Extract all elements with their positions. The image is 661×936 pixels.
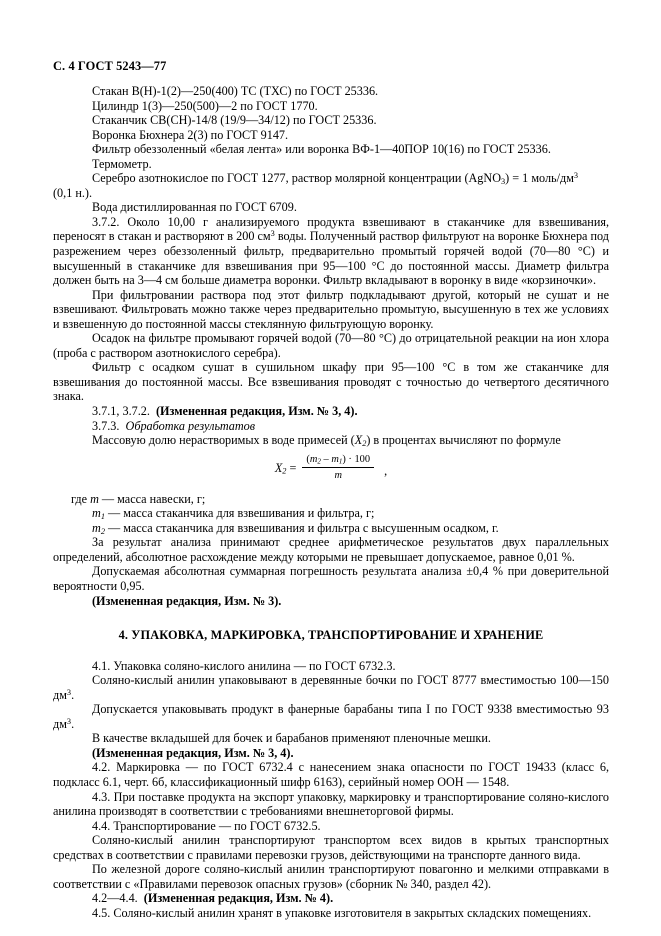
p372-text-pre: 3.7.2. Около 10,00 г анализируемого продукта взвешивают в стаканчике для взвешивания, переносят в стакан и растворяют в 200 см — [53, 214, 609, 244]
revision-note-3: (Измененная редакция, Изм. № 3). — [92, 593, 282, 608]
formula-intro-post: ) в процентах вычисляют по формуле — [366, 433, 561, 448]
numerator-minus: – — [323, 453, 329, 465]
legend-var-m: m — [90, 491, 99, 506]
silver-subscript: 3 — [501, 177, 506, 187]
revision-label-4: (Измененная редакция, Изм. № 4). — [143, 891, 334, 906]
formula-intro-pre: Массовую долю нерастворимых в воде примесей ( — [92, 433, 355, 448]
paragraph-result-average: За результат анализа принимают среднее арифметическое результатов двух параллельных определений, абсолютное расхождение между которыми не превышает допускаемое, равное 0,01 %. — [53, 535, 609, 564]
legend-line-m1 — [53, 506, 609, 521]
paragraph-4-4-transport: Соляно-кислый анилин транспортируют транспортом всех видов в крытых транспортных средствах в соответствии с правилами перевозки грузов, действующими на транспорте данного вида. — [53, 833, 609, 862]
p41b-post: . — [71, 716, 75, 731]
formula-intro-variable-sub: 2 — [362, 438, 367, 448]
revision-clause-numbers: 3.7.1, 3.7.2. — [92, 404, 150, 419]
formula-expression — [275, 455, 387, 483]
reagent-line-4: Воронка Бюхнера 2(3) по ГОСТ 9147. — [92, 127, 289, 142]
paragraph-4-1-barrels — [53, 673, 609, 702]
p41a-post: . — [71, 687, 75, 702]
legend-var-m1: m — [92, 506, 101, 521]
reagent-silver-normality: (0,1 н.). — [53, 185, 93, 200]
formula-numerator — [302, 454, 374, 468]
numerator-m2: m — [309, 453, 318, 465]
revision-note-371-372 — [53, 404, 609, 419]
paragraph-4-3: 4.3. При поставке продукта на экспорт упаковку, маркировку и транспортирование соляно-кислого анилина производят в соответствии с требованиями внешнеторговой фирмы. — [53, 789, 609, 819]
formula-intro — [53, 433, 609, 448]
document-body — [53, 84, 609, 920]
formula-equals: = — [289, 460, 297, 475]
legend-line-m2 — [53, 521, 609, 536]
p41b-superscript: 3 — [66, 716, 72, 726]
clause-number-373: 3.7.3. — [92, 418, 120, 433]
revision-label: (Измененная редакция, Изм. № 3, 4). — [155, 404, 358, 419]
numerator-m1-sub: 1 — [338, 457, 343, 466]
numerator-open-paren: ( — [306, 453, 310, 465]
reagent-silver-nitrate — [53, 171, 609, 186]
paragraph-4-4-rail: По железной дороге соляно-кислый анилин транспортируют повагонно и мелкими отправками в соответствии с «Правилами перевозок опасных грузов» (сборник № 340, раздел 42). — [53, 862, 609, 891]
formula-x2 — [53, 455, 609, 483]
paragraph-3-7-2 — [53, 215, 609, 288]
numerator-m2-sub: 2 — [317, 457, 321, 466]
reagent-line-3: Стаканчик СВ(СН)-14/8 (19/9—34/12) по ГОСТ 25336. — [92, 113, 377, 128]
reagent-line-1: Стакан В(Н)-1(2)—250(400) ТС (ТХС) по ГОСТ 25336. — [92, 84, 379, 98]
legend-text-m1: — масса стаканчика для взвешивания и фильтра, г; — [104, 506, 375, 521]
formula-fraction — [302, 454, 374, 482]
paragraph-4-1-drums — [53, 702, 609, 731]
formula-denominator: m — [334, 469, 342, 481]
paragraph-4-2: 4.2. Маркировка — по ГОСТ 6732.4 с нанесением знака опасности по ГОСТ 19433 (класс 6, подкласс 6.1, черт. 6б, классификационный шифр 6163), серийный номер ООН — 1548. — [53, 760, 609, 789]
formula-lhs: X — [274, 460, 283, 475]
reagent-line-6: Термометр. — [92, 156, 152, 171]
legend-prefix-gde: где — [71, 491, 91, 506]
silver-text-1: Серебро азотнокислое по ГОСТ 1277, раствор молярной концентрации (AgNO — [92, 171, 502, 186]
revision-clause-numbers-42-44: 4.2—4.4. — [92, 891, 138, 906]
formula-trailing-comma: , — [384, 463, 388, 478]
section-4-heading: 4. УПАКОВКА, МАРКИРОВКА, ТРАНСПОРТИРОВАНИЕ И ХРАНЕНИЕ — [118, 628, 544, 643]
reagent-line-2: Цилиндр 1(3)—250(500)—2 по ГОСТ 1770. — [92, 98, 318, 113]
formula-lhs-sub: 2 — [282, 466, 287, 476]
paragraph-drying: Фильтр с осадком сушат в сушильном шкафу при 95—100 °С в том же стаканчике для взвешивания до постоянной массы. Все взвешивания проводят с точностью до четвертого десятичного знака. — [53, 360, 609, 404]
p41a-superscript: 3 — [66, 687, 72, 697]
clause-title-373: Обработка результатов — [125, 418, 256, 433]
silver-text-2: ) = 1 моль/дм — [505, 171, 574, 186]
paragraph-allowed-error: Допускаемая абсолютная суммарная погрешность результата анализа ±0,4 % при доверительной вероятности 0,95. — [53, 564, 609, 593]
section-spacer-bottom — [53, 643, 609, 659]
page-header: С. 4 ГОСТ 5243—77 — [53, 59, 167, 73]
p41a-pre: Соляно-кислый анилин упаковывают в деревянные бочки по ГОСТ 8777 вместимостью 100—150 дм — [53, 673, 609, 702]
reagent-water: Вода дистиллированная по ГОСТ 6709. — [92, 200, 297, 215]
legend-var-m1-sub: 1 — [100, 512, 105, 522]
numerator-m1: m — [331, 453, 339, 465]
paragraph-4-4: 4.4. Транспортирование — по ГОСТ 6732.5. — [92, 818, 321, 833]
legend-var-m2: m — [92, 520, 101, 535]
paragraph-4-1-liners: В качестве вкладышей для бочек и барабанов применяют пленочные мешки. — [92, 731, 491, 746]
legend-var-m2-sub: 2 — [100, 526, 105, 536]
paragraph-filter-second: При фильтровании раствора под этот фильтр подкладывают другой, который не сушат и не взвешивают. Фильтровать можно также через предварительно промытую, высушенную в тех же условиях и взвешенную до постоянной массы стеклянную фильтрующую воронку. — [53, 287, 609, 331]
legend-line-m — [53, 492, 609, 507]
paragraph-3-7-3-heading — [53, 419, 609, 434]
section-spacer-top — [53, 608, 609, 628]
paragraph-4-5: 4.5. Соляно-кислый анилин хранят в упаковке изготовителя в закрытых складских помещениях. — [92, 905, 592, 920]
numerator-close: ) · 100 — [342, 453, 371, 465]
revision-note-3-4: (Измененная редакция, Изм. № 3, 4). — [92, 745, 294, 760]
p372-text-post: воды. Полученный раствор фильтруют на воронке Бюхнера под разрежением через обеззоленный фильтр, предварительно промытый горячей водой (70—80 °С) и высушенный в стаканчике для взвешивания при 95—100 °С до постоянной массы. Диаметр фильтра должен быть на 3—4 см больше диаметра воронки. Фильтр вкладывают в воронку в виде «корзиночки». — [53, 229, 609, 288]
formula-intro-variable: X — [354, 433, 363, 448]
revision-note-42-44 — [53, 891, 609, 906]
legend-text-m2: — масса стаканчика для взвешивания и фильтра с высушенным осадком, г. — [104, 520, 499, 535]
paragraph-sediment-wash: Осадок на фильтре промывают горячей водой (70—80 °С) до отрицательной реакции на ион хлора (проба с раствором азотнокислого серебра). — [53, 331, 609, 360]
reagent-line-5: Фильтр обеззоленный «белая лента» или воронка ВФ-1—40ПОР 10(16) по ГОСТ 25336. — [92, 142, 551, 157]
paragraph-4-1: 4.1. Упаковка соляно-кислого анилина — по ГОСТ 6732.3. — [92, 658, 396, 673]
legend-text-m: — масса навески, г; — [98, 491, 206, 506]
silver-superscript: 3 — [573, 171, 579, 181]
p372-superscript: 3 — [270, 229, 275, 239]
p41b-pre: Допускается упаковывать продукт в фанерные барабаны типа I по ГОСТ 9338 вместимостью 93 дм — [53, 702, 609, 731]
